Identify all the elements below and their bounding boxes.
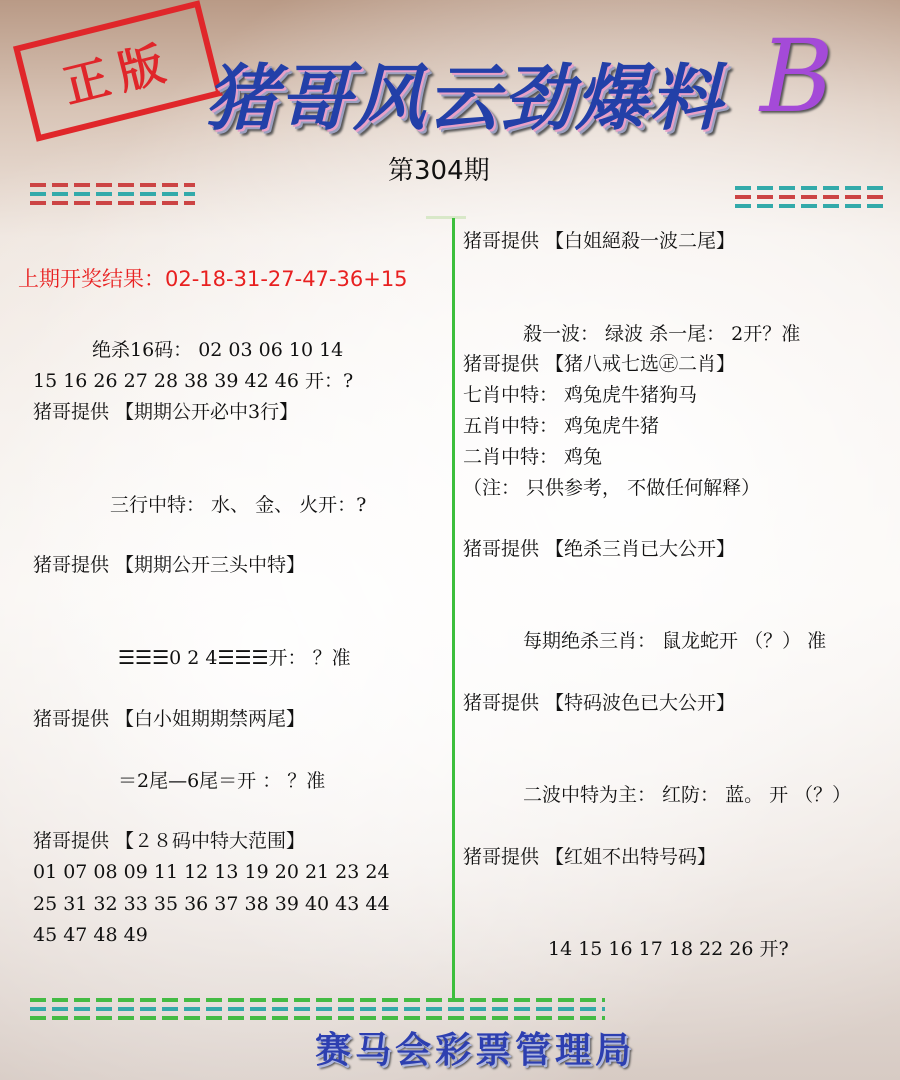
codes-line-3: 45 47 48 49 bbox=[33, 924, 148, 946]
deco-line-top-left-1 bbox=[30, 183, 195, 187]
nospecial-codes: 14 15 16 17 18 22 26 开? bbox=[548, 938, 789, 960]
deco-line-top-left-3 bbox=[30, 201, 195, 205]
footer-organization: 赛马会彩票管理局 bbox=[315, 1030, 636, 1071]
provide-28-codes: 猪哥提供 【２８码中特大范围】 bbox=[33, 830, 306, 852]
seven-zodiac: 七肖中特： 鸡兔虎牛猪狗马 bbox=[463, 384, 698, 406]
deco-line-top-right-1 bbox=[735, 186, 885, 190]
codes-line-2: 25 31 32 33 35 36 37 38 39 40 43 44 bbox=[33, 893, 390, 915]
provide-wave: 猪哥提供 【白姐絕殺一波二尾】 bbox=[463, 230, 736, 252]
disclaimer-note: （注： 只供参考， 不做任何解释） bbox=[463, 477, 761, 499]
color-result: 二波中特为主： 红防： 蓝。 开 （？） bbox=[523, 784, 852, 806]
tail-result: ＝2尾—6尾＝开 ： ？准 bbox=[118, 770, 326, 792]
provide-kill3: 猪哥提供 【绝杀三肖已大公开】 bbox=[463, 538, 736, 560]
provide-nospecial: 猪哥提供 【红姐不出特号码】 bbox=[463, 846, 717, 868]
page-title: 猪哥风云劲爆料 bbox=[205, 56, 724, 140]
kill3-result: 每期绝杀三肖： 鼠龙蛇开 （？） 准 bbox=[523, 630, 827, 652]
deco-line-top-left-2 bbox=[30, 192, 195, 196]
last-draw-result: 上期开奖结果：02-18-31-27-47-36+15 bbox=[18, 267, 408, 291]
wave-result: 殺一波： 绿波 杀一尾： 2开？准 bbox=[523, 323, 801, 345]
head-result: ☰☰☰0 2 4☰☰☰开： ？准 bbox=[118, 647, 351, 669]
stamp-text: 正版 bbox=[57, 34, 180, 114]
provide-zodiac: 猪哥提供 【猪八戒七选㊣二肖】 bbox=[463, 353, 736, 375]
divider-cap bbox=[426, 216, 466, 219]
edition-badge: B bbox=[760, 18, 834, 135]
official-stamp bbox=[13, 0, 223, 142]
five-zodiac: 五肖中特： 鸡兔虎牛猪 bbox=[463, 415, 660, 437]
deco-line-top-right-3 bbox=[735, 204, 885, 208]
two-zodiac: 二肖中特： 鸡兔 bbox=[463, 446, 603, 468]
kill16-line-2: 15 16 26 27 28 38 39 42 46 开：? bbox=[33, 370, 354, 392]
provide-tail: 猪哥提供 【白小姐期期禁两尾】 bbox=[33, 708, 306, 730]
deco-line-top-right-2 bbox=[735, 195, 885, 199]
rows-result: 三行中特： 水、 金、 火开：? bbox=[110, 494, 367, 516]
provide-head: 猪哥提供 【期期公开三头中特】 bbox=[33, 554, 306, 576]
kill16-line-1: 绝杀16码： 02 03 06 10 14 bbox=[92, 339, 344, 361]
codes-line-1: 01 07 08 09 11 12 13 19 20 21 23 24 bbox=[33, 861, 390, 883]
provide-color: 猪哥提供 【特码波色已大公开】 bbox=[463, 692, 736, 714]
column-divider bbox=[452, 218, 455, 1000]
deco-line-bottom-3 bbox=[30, 1016, 605, 1020]
issue-number: 第304期 bbox=[388, 156, 490, 186]
deco-line-bottom-1 bbox=[30, 998, 605, 1002]
provide-rows: 猪哥提供 【期期公开必中3行】 bbox=[33, 401, 299, 423]
deco-line-bottom-2 bbox=[30, 1007, 605, 1011]
